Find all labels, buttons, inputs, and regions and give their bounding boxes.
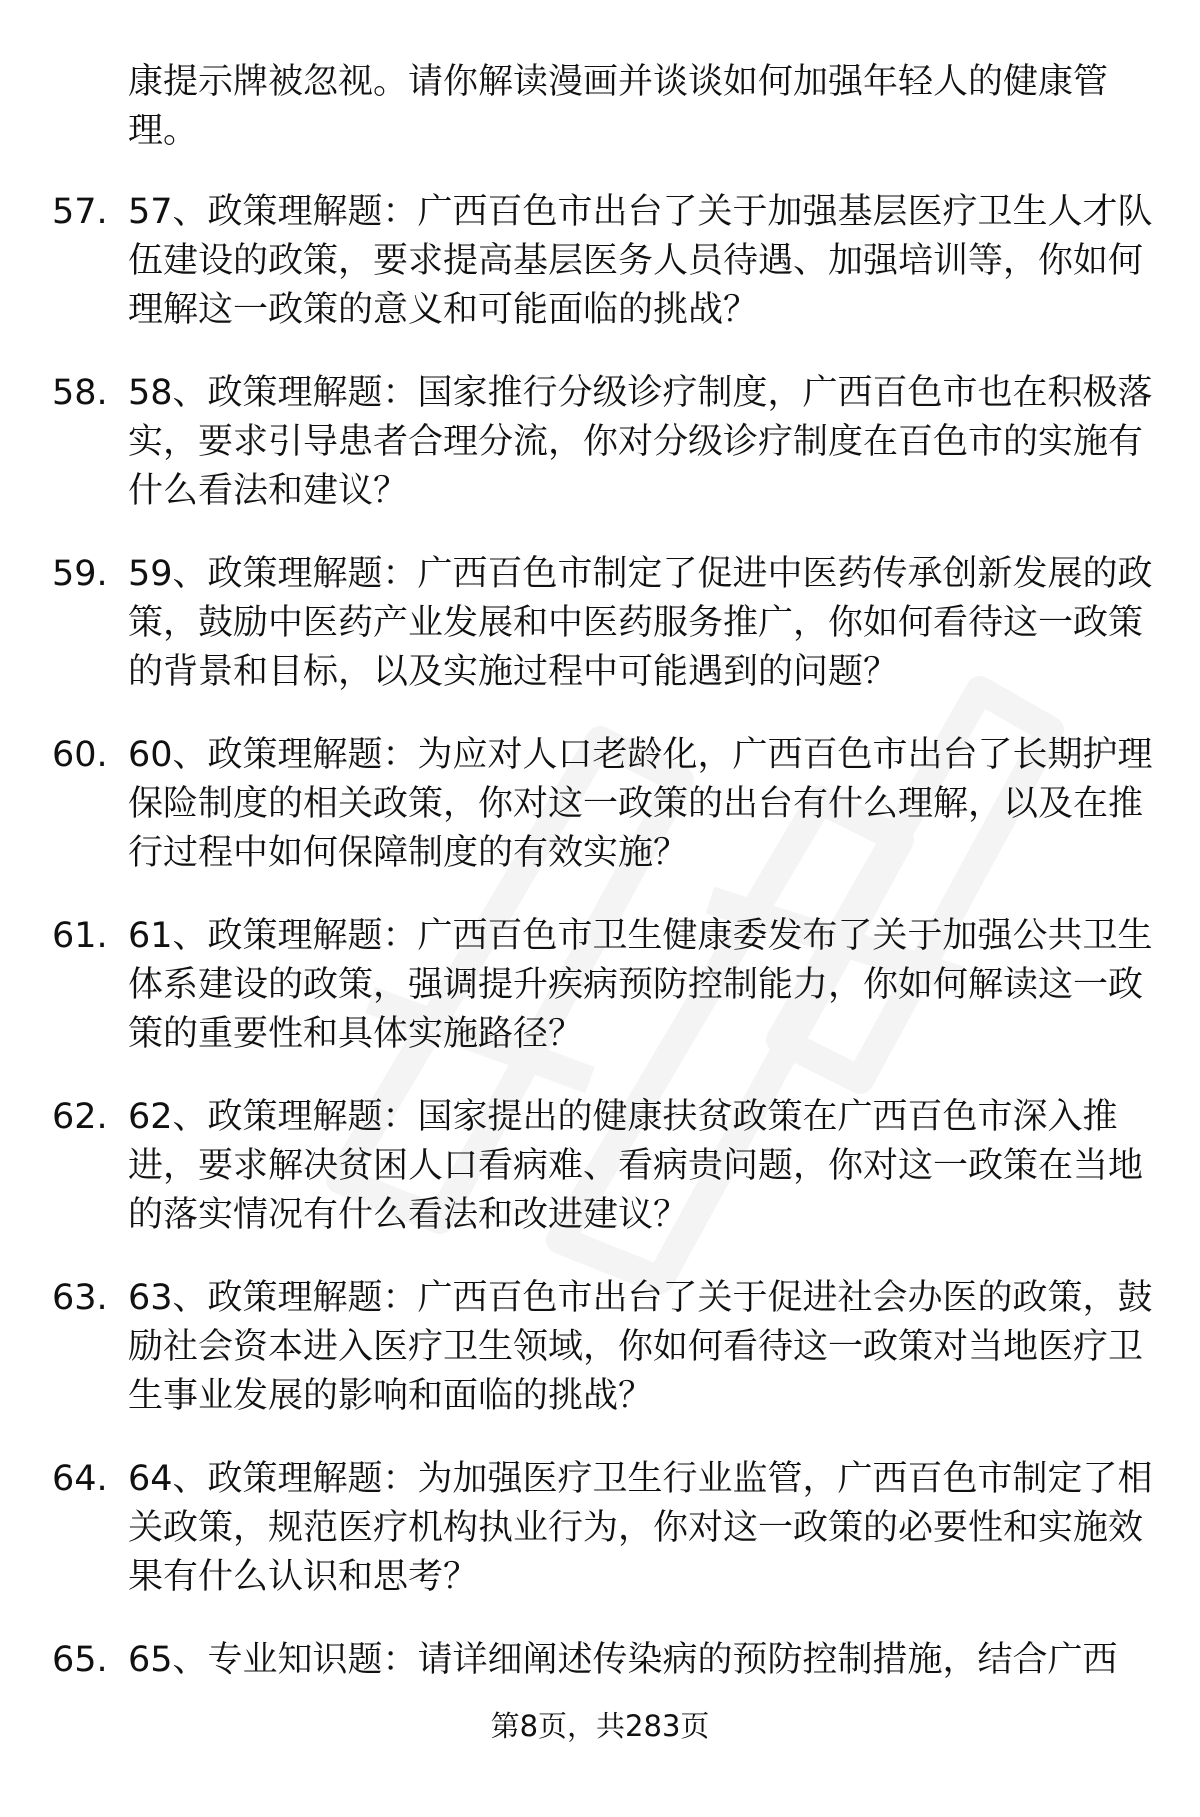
question-text: 58、政策理解题：国家推行分级诊疗制度，广西百色市也在积极落实，要求引导患者合理分流，你对分级诊疗制度在百色市的实施有什么看法和建议？ xyxy=(128,373,1153,511)
question-item xyxy=(0,912,1200,1093)
question-item xyxy=(0,1093,1200,1274)
intro-paragraph: 康提示牌被忽视。请你解读漫画并谈谈如何加强年轻人的健康管理。 xyxy=(128,62,1109,151)
question-item xyxy=(0,188,1200,369)
question-item xyxy=(0,369,1200,550)
question-item xyxy=(0,731,1200,912)
question-item xyxy=(0,550,1200,731)
question-number: 62. xyxy=(52,1097,108,1137)
question-item xyxy=(0,1455,1200,1636)
question-number: 60. xyxy=(52,735,108,775)
question-text: 62、政策理解题：国家提出的健康扶贫政策在广西百色市深入推进，要求解决贫困人口看病难、看病贵问题，你对这一政策在当地的落实情况有什么看法和改进建议？ xyxy=(128,1097,1144,1235)
question-text: 60、政策理解题：为应对人口老龄化，广西百色市出台了长期护理保险制度的相关政策，你对这一政策的出台有什么理解，以及在推行过程中如何保障制度的有效实施？ xyxy=(128,735,1153,873)
question-number: 65. xyxy=(52,1640,108,1680)
question-number: 59. xyxy=(52,554,108,594)
question-text: 64、政策理解题：为加强医疗卫生行业监管，广西百色市制定了相关政策，规范医疗机构执业行为，你对这一政策的必要性和实施效果有什么认识和思考？ xyxy=(128,1459,1153,1597)
question-number: 63. xyxy=(52,1278,108,1318)
question-text: 61、政策理解题：广西百色市卫生健康委发布了关于加强公共卫生体系建设的政策，强调提升疾病预防控制能力，你如何解读这一政策的重要性和具体实施路径？ xyxy=(128,916,1153,1054)
question-number: 64. xyxy=(52,1459,108,1499)
question-text: 65、专业知识题：请详细阐述传染病的预防控制措施，结合广西 xyxy=(128,1640,1118,1680)
question-list xyxy=(0,188,1200,1817)
page-footer: 第8页，共283页 xyxy=(490,1709,710,1743)
question-text: 57、政策理解题：广西百色市出台了关于加强基层医疗卫生人才队伍建设的政策，要求提高基层医务人员待遇、加强培训等，你如何理解这一政策的意义和可能面临的挑战？ xyxy=(128,192,1153,330)
question-number: 61. xyxy=(52,916,108,956)
question-number: 58. xyxy=(52,373,108,413)
question-item xyxy=(0,1274,1200,1455)
question-number: 57. xyxy=(52,192,108,232)
question-text: 63、政策理解题：广西百色市出台了关于促进社会办医的政策，鼓励社会资本进入医疗卫生领域，你如何看待这一政策对当地医疗卫生事业发展的影响和面临的挑战？ xyxy=(128,1278,1153,1416)
question-text: 59、政策理解题：广西百色市制定了促进中医药传承创新发展的政策，鼓励中医药产业发展和中医药服务推广，你如何看待这一政策的背景和目标，以及实施过程中可能遇到的问题？ xyxy=(128,554,1153,692)
